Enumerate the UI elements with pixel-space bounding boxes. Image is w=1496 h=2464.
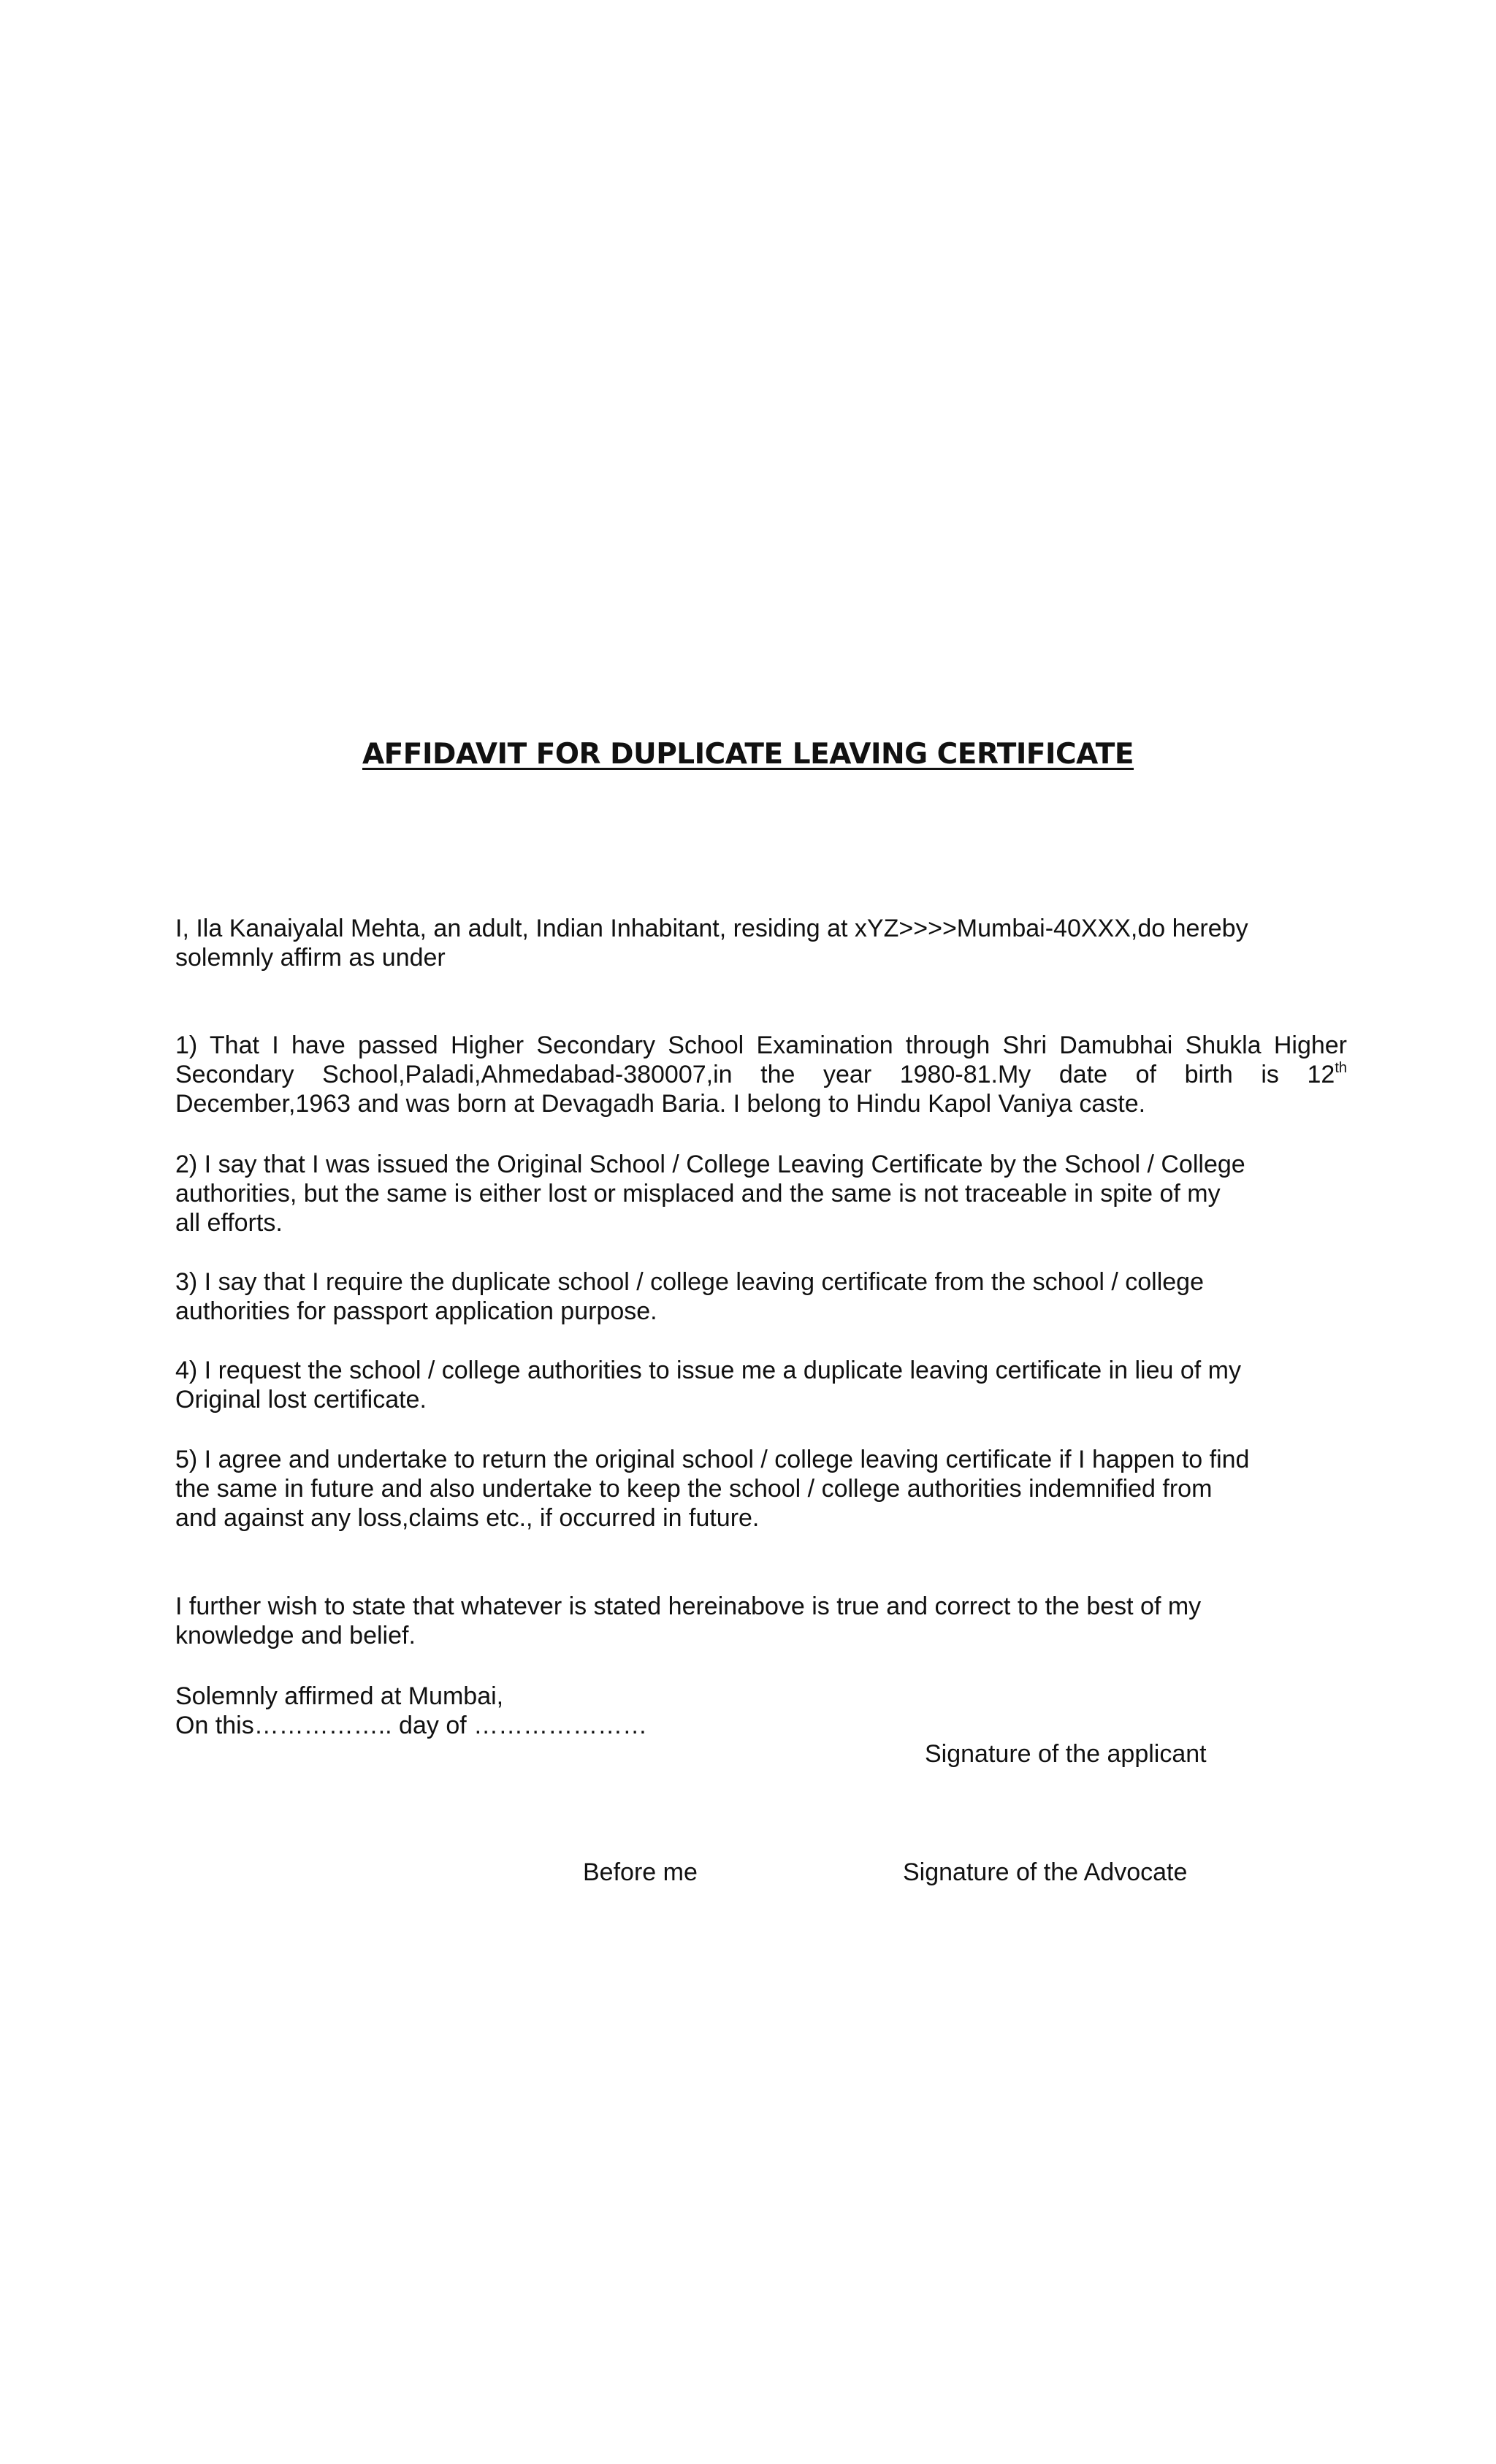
paragraph-4-line-2: Original lost certificate.: [175, 1386, 427, 1414]
paragraph-5: [175, 1445, 1249, 1533]
paragraph-5-line-1: 5) I agree and undertake to return the original school / college leaving certificate if I happen to find: [175, 1446, 1250, 1473]
intro-line-1: I, Ila Kanaiyalal Mehta, an adult, Indian Inhabitant, residing at xYZ>>>>Mumbai-40XXX,do hereby: [175, 915, 1248, 942]
paragraph-2-line-1: 2) I say that I was issued the Original School / College Leaving Certificate by the School / College: [175, 1151, 1245, 1178]
advocate-signature-label: Signature of the Advocate: [903, 1858, 1188, 1886]
paragraph-1-line-2-text: Secondary School,Paladi,Ahmedabad-380007,in the year 1980-81.My date of birth is 12: [175, 1061, 1335, 1088]
paragraph-2-line-3: all efforts.: [175, 1209, 283, 1237]
document-title: AFFIDAVIT FOR DUPLICATE LEAVING CERTIFICATE: [362, 738, 1134, 771]
paragraph-3-line-2: authorities for passport application purpose.: [175, 1297, 657, 1325]
paragraph-1-line-1: 1) That I have passed Higher Secondary School Examination through Shri Damubhai Shukla Higher: [175, 1031, 1347, 1059]
declaration-line-1: I further wish to state that whatever is stated hereinabove is true and correct to the best of my: [175, 1593, 1202, 1620]
affirmation-place: Solemnly affirmed at Mumbai,: [175, 1682, 504, 1710]
intro-paragraph: [175, 914, 1248, 972]
paragraph-4: [175, 1356, 1241, 1414]
paragraph-5-line-2: the same in future and also undertake to keep the school / college authorities indemnified from: [175, 1475, 1213, 1503]
before-me-label: Before me: [583, 1858, 698, 1886]
affirmation-block: [175, 1682, 647, 1740]
declaration-paragraph: [175, 1592, 1201, 1650]
intro-line-2: solemnly affirm as under: [175, 944, 446, 972]
ordinal-suffix: th: [1335, 1060, 1347, 1076]
paragraph-3-line-1: 3) I say that I require the duplicate school / college leaving certificate from the school / college: [175, 1268, 1204, 1296]
paragraph-1-line-2: [175, 1060, 1347, 1089]
paragraph-4-line-1: 4) I request the school / college authorities to issue me a duplicate leaving certificate in lieu of my: [175, 1357, 1241, 1384]
paragraph-1: [175, 1031, 1347, 1118]
paragraph-3: [175, 1267, 1204, 1326]
paragraph-2-line-2: authorities, but the same is either lost or misplaced and the same is not traceable in spite of my: [175, 1180, 1221, 1208]
affirmation-date: On this…………….. day of …………………: [175, 1712, 648, 1739]
declaration-line-2: knowledge and belief.: [175, 1622, 416, 1649]
paragraph-1-line-3: December,1963 and was born at Devagadh Baria. I belong to Hindu Kapol Vaniya caste.: [175, 1090, 1146, 1118]
paragraph-2: [175, 1150, 1245, 1237]
paragraph-5-line-3: and against any loss,claims etc., if occurred in future.: [175, 1504, 760, 1532]
applicant-signature-label: Signature of the applicant: [925, 1740, 1207, 1768]
